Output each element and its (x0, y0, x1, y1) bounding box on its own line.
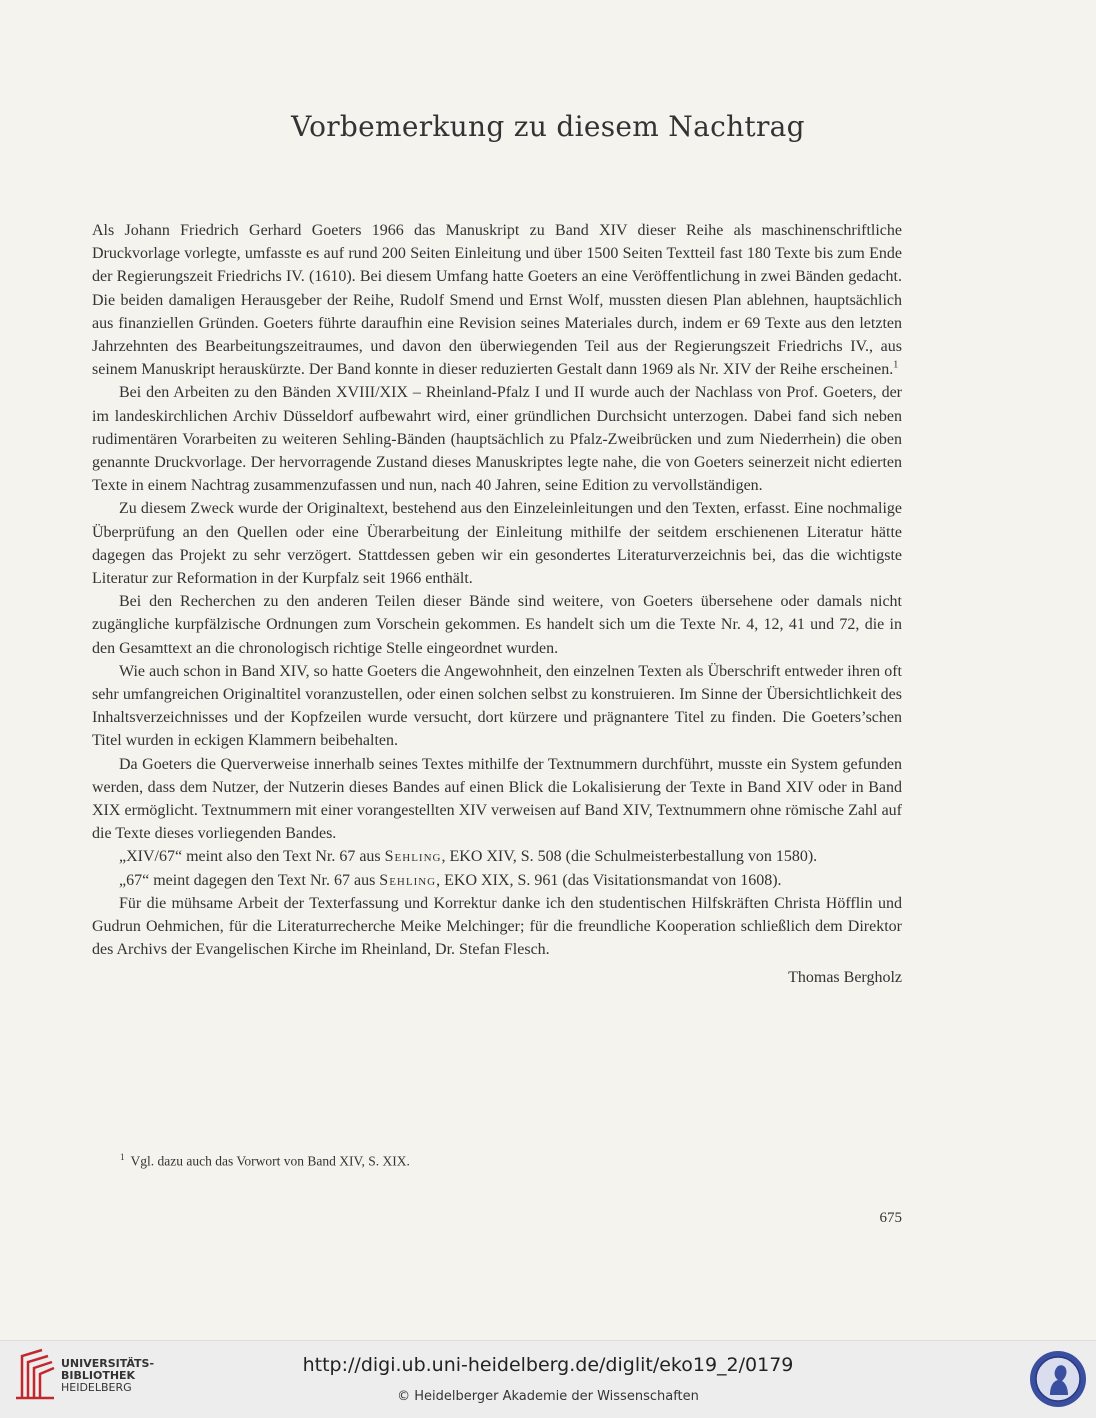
paragraph-3: Zu diesem Zweck wurde der Originaltext, bestehend aus den Einzeleinleitungen und den Texten, erfasst. Eine nochmalige Überprüfung an den Quellen oder eine Überarbeitung der Einleitung mithilfe der seitdem erschienenen Literatur hätte dagegen das Projekt zu sehr verzögert. Stattdessen geben wir ein gesondertes Literaturverzeichnis bei, das die wichtigste Literatur zur Reformation in der Kurpfalz seit 1966 enthält. (92, 500, 902, 588)
paragraph-5: Wie auch schon in Band XIV, so hatte Goeters die Angewohnheit, den einzelnen Texten als Überschrift entweder ihren oft sehr umfangreichen Originaltitel voranzustellen, oder einen solchen selbst zu konstruieren. Im Sinne der Übersichtlichkeit des Inhaltsverzeichnisses und der Kopfzeilen wurde versucht, dort kürzere und prägnantere Titel zu finden. Die Goeters’schen Titel wurden in eckigen Klammern beibehalten. (92, 662, 902, 750)
reference-example-1: „XIV/67“ meint also den Text Nr. 67 aus Sehling, EKO XIV, S. 508 (die Schulmeisterbestallung von 1580). (119, 848, 818, 866)
copyright-notice: © Heidelberger Akademie der Wissenschaften (397, 1389, 699, 1404)
paragraph-6: Da Goeters die Querverweise innerhalb seines Textes mithilfe der Textnummern durchführt, musste ein System gefunden werden, dass dem Nutzer, der Nutzerin dieses Bandes auf einen Blick die Lokalisierung der Texte in Band XIV oder in Band XIX ermöglicht. Textnummern mit einer vorangestellten XIV verweisen auf Band XIV, Textnummern ohne römische Zahl auf die Texte dieses vorliegenden Bandes. (92, 755, 902, 843)
academy-seal-icon[interactable] (1028, 1349, 1088, 1409)
paragraph-4: Bei den Recherchen zu den anderen Teilen dieser Bände sind weitere, von Goeters übersehene oder damals nicht zugängliche kurpfälzische Ordnungen zum Vorschein gekommen. Es handelt sich um die Texte Nr. 4, 12, 41 und 72, die in den Gesamttext an die chronologisch richtige Stelle eingeordnet wurden. (92, 593, 902, 657)
signature: Thomas Bergholz (788, 968, 902, 986)
library-name[interactable]: UNIVERSITÄTS- BIBLIOTHEK HEIDELBERG (61, 1357, 155, 1394)
footer-bar (0, 1340, 1096, 1418)
permalink-url[interactable]: http://digi.ub.uni-heidelberg.de/diglit/eko19_2/0179 (302, 1354, 794, 1376)
footnote-ref[interactable]: 1 (893, 359, 899, 371)
footnote-text: Vgl. dazu auch das Vorwort von Band XIV, S. XIX. (130, 1153, 410, 1169)
page-title: Vorbemerkung zu diesem Nachtrag (291, 110, 805, 143)
reference-example-2: „67“ meint dagegen den Text Nr. 67 aus Sehling, EKO XIX, S. 961 (das Visitationsmandat von 1608). (119, 871, 782, 889)
paragraph-7: Für die mühsame Arbeit der Texterfassung und Korrektur danke ich den studentischen Hilfskräften Christa Höfflin und Gudrun Oehmichen, für die Literaturrecherche Meike Melchinger; für die freundliche Kooperation schließlich dem Direktor des Archivs der Evangelischen Kirche im Rheinland, Dr. Stefan Flesch. (92, 894, 902, 959)
body-text (92, 219, 902, 989)
page-number: 675 (879, 1210, 902, 1226)
footnote-mark: 1 (120, 1152, 125, 1162)
paragraph-1: Als Johann Friedrich Gerhard Goeters 1966 das Manuskript zu Band XIV dieser Reihe als maschinenschriftliche Druckvorlage vorlegte, umfasste es auf rund 200 Seiten Einleitung und über 1500 Seiten Textteil fast 180 Texte bis zum Ende der Regierungszeit Friedrichs IV. (1610). Bei diesem Umfang hatte Goeters an eine Veröffentlichung in zwei Bänden gedacht. Die beiden damaligen Herausgeber der Reihe, Rudolf Smend und Ernst Wolf, mussten diesen Plan ablehnen, hauptsächlich aus finanziellen Gründen. Goeters führte daraufhin eine Revision seines Materiales durch, indem er 69 Texte aus den letzten Jahrzehnten des Bearbeitungszeitraumes, und davon den überwiegenden Teil aus der Regierungszeit Friedrichs IV., aus seinem Manuskript herauskürzte. Der Band konnte in dieser reduzierten Gestalt dann 1969 als Nr. XIV der Reihe erscheinen.$^1$ (92, 222, 902, 379)
footnote (120, 1152, 900, 1170)
paragraph-2: Bei den Arbeiten zu den Bänden XVIII/XIX – Rheinland-Pfalz I und II wurde auch der Nachlass von Prof. Goeters, der im landeskirchlichen Archiv Düsseldorf aufbewahrt wird, einer gründlichen Durchsicht unterzogen. Dabei fand sich neben rudimentären Vorarbeiten zu weiteren Sehling-Bänden (hauptsächlich zu Pfalz-Zweibrücken und zum Niederrhein) die oben genannte Druckvorlage. Der hervorragende Zustand dieses Manuskriptes legte nahe, die von Goeters seinerzeit nicht edierten Texte in einem Nachtrag zusammenzufassen und nun, nach 40 Jahren, seine Edition zu vervollständigen. (92, 384, 902, 495)
